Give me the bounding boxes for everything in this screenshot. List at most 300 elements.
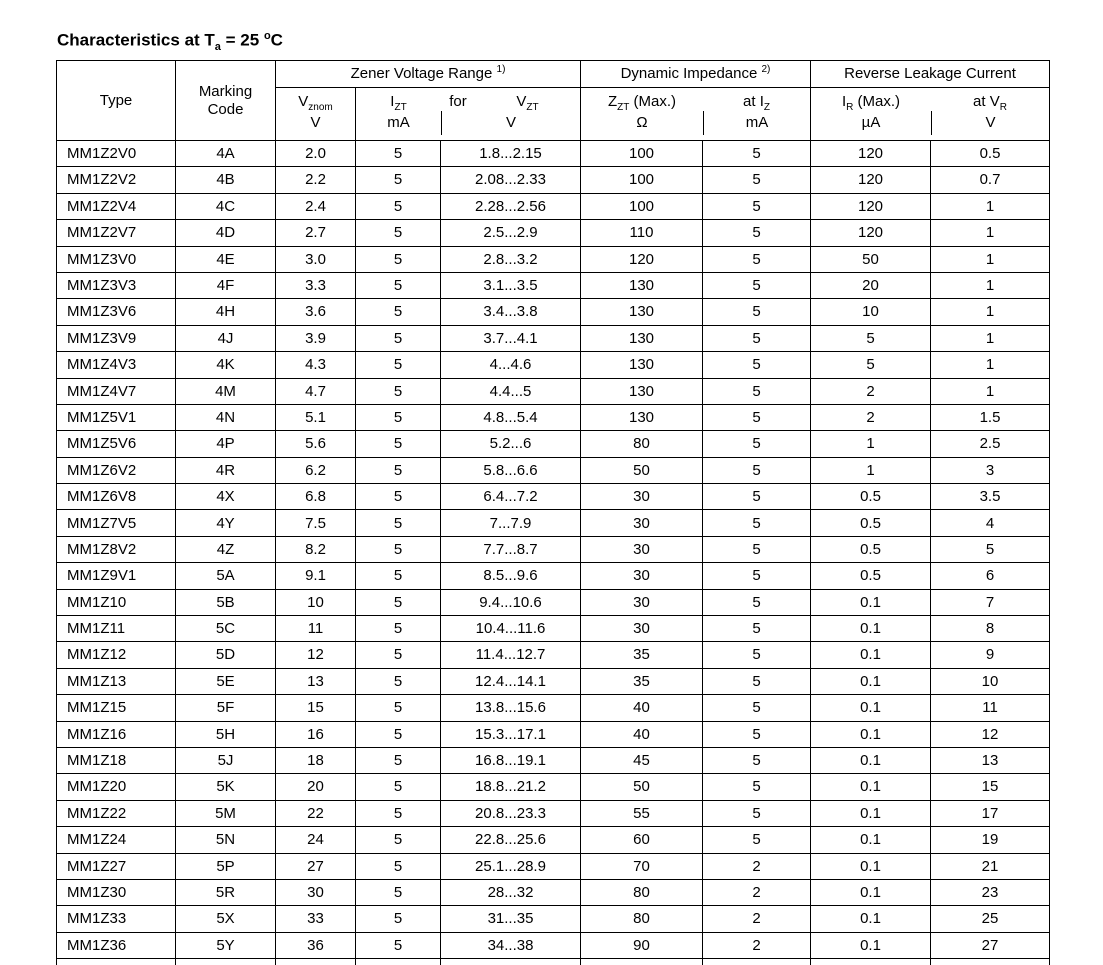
cell-zzt: 70 — [581, 853, 703, 879]
cell-vznom: 15 — [276, 695, 356, 721]
cell-zzt: 100 — [581, 167, 703, 193]
cell-zzt: 30 — [581, 510, 703, 536]
cell-ir: 0.1 — [811, 642, 931, 668]
cell-type: MM1Z5V6 — [57, 431, 176, 457]
unit-vzt: V — [441, 111, 580, 135]
cell-izt: 5 — [356, 642, 441, 668]
cell-at-vr: 17 — [931, 800, 1050, 826]
cell-ir: 0.1 — [811, 721, 931, 747]
cell-at-vr: 1 — [931, 325, 1050, 351]
cell-izt: 5 — [356, 325, 441, 351]
cell-type: MM1Z6V8 — [57, 484, 176, 510]
cell-at-vr: 15 — [931, 774, 1050, 800]
unit-vznom: V — [310, 114, 321, 131]
cell-vzt: 12.4...14.1 — [441, 668, 581, 694]
unit-ir: µA — [861, 114, 881, 131]
cell-vznom: 3.6 — [276, 299, 356, 325]
table-row — [57, 668, 1050, 694]
cell-vzt: 18.8...21.2 — [441, 774, 581, 800]
cell-at-iz: 2 — [703, 879, 811, 905]
cell-vznom: 30 — [276, 879, 356, 905]
cell-at-iz: 5 — [703, 510, 811, 536]
cell-vzt: 13.8...15.6 — [441, 695, 581, 721]
cell-type: MM1Z27 — [57, 853, 176, 879]
cell-zzt: 130 — [581, 272, 703, 298]
table-row — [57, 352, 1050, 378]
cell-at-vr: 27 — [931, 932, 1050, 958]
cell-vznom: 3.9 — [276, 325, 356, 351]
cell-at-iz: 5 — [703, 193, 811, 219]
cell-vzt: 7.7...8.7 — [441, 536, 581, 562]
cell-at-vr: 1 — [931, 272, 1050, 298]
cell-zzt: 130 — [581, 299, 703, 325]
cell-at-vr: 2.5 — [931, 431, 1050, 457]
cell-vzt-clipped — [441, 959, 581, 965]
cell-at-iz: 2 — [703, 906, 811, 932]
cell-izt: 5 — [356, 932, 441, 958]
table-row — [57, 536, 1050, 562]
table-row — [57, 642, 1050, 668]
cell-izt: 5 — [356, 272, 441, 298]
cell-izt: 5 — [356, 827, 441, 853]
table-row — [57, 193, 1050, 219]
cell-type: MM1Z4V7 — [57, 378, 176, 404]
table-row — [57, 141, 1050, 167]
cell-ir: 0.1 — [811, 800, 931, 826]
cell-ir: 5 — [811, 325, 931, 351]
cell-marking-code: 4D — [176, 220, 276, 246]
cell-vznom: 10 — [276, 589, 356, 615]
cell-marking-code: 5D — [176, 642, 276, 668]
table-row — [57, 932, 1050, 958]
cell-at-iz: 5 — [703, 616, 811, 642]
table-row — [57, 378, 1050, 404]
table-row — [57, 220, 1050, 246]
cell-at-vr: 8 — [931, 616, 1050, 642]
cell-vznom: 24 — [276, 827, 356, 853]
cell-type: MM1Z12 — [57, 642, 176, 668]
table-row — [57, 167, 1050, 193]
cell-vznom: 2.0 — [276, 141, 356, 167]
unit-zzt: Ω — [636, 114, 648, 131]
cell-ir: 120 — [811, 167, 931, 193]
cell-at-vr: 13 — [931, 747, 1050, 773]
cell-vzt: 31...35 — [441, 906, 581, 932]
cell-vznom: 22 — [276, 800, 356, 826]
cell-vznom: 12 — [276, 642, 356, 668]
cell-vzt: 8.5...9.6 — [441, 563, 581, 589]
cell-at-vr: 12 — [931, 721, 1050, 747]
cell-at-iz: 5 — [703, 563, 811, 589]
unit-at-iz: mA — [703, 111, 810, 135]
cell-marking-code: 5N — [176, 827, 276, 853]
cell-vzt: 20.8...23.3 — [441, 800, 581, 826]
cell-vznom: 7.5 — [276, 510, 356, 536]
cell-zzt: 110 — [581, 220, 703, 246]
cell-type: MM1Z33 — [57, 906, 176, 932]
cell-at-iz: 5 — [703, 827, 811, 853]
cell-zzt: 130 — [581, 378, 703, 404]
table-row — [57, 563, 1050, 589]
header-type: Type — [57, 61, 176, 141]
cell-at-iz: 5 — [703, 352, 811, 378]
cell-ir: 0.1 — [811, 774, 931, 800]
cell-marking-code: 5B — [176, 589, 276, 615]
cell-at-vr: 1 — [931, 246, 1050, 272]
cell-ir: 0.1 — [811, 879, 931, 905]
cell-type: MM1Z3V3 — [57, 272, 176, 298]
cell-marking-code: 4Z — [176, 536, 276, 562]
cell-at-vr: 1 — [931, 352, 1050, 378]
cell-vznom: 4.3 — [276, 352, 356, 378]
cell-izt: 5 — [356, 220, 441, 246]
cell-izt: 5 — [356, 484, 441, 510]
cell-izt: 5 — [356, 721, 441, 747]
cell-vzt: 2.08...2.33 — [441, 167, 581, 193]
cell-vzt: 2.8...3.2 — [441, 246, 581, 272]
cell-vznom: 9.1 — [276, 563, 356, 589]
cell-ir: 10 — [811, 299, 931, 325]
cell-type: MM1Z3V0 — [57, 246, 176, 272]
cell-at-iz: 5 — [703, 668, 811, 694]
cell-at-vr: 6 — [931, 563, 1050, 589]
table-row — [57, 853, 1050, 879]
cell-marking-code: 4M — [176, 378, 276, 404]
cell-izt: 5 — [356, 378, 441, 404]
cell-vznom: 5.6 — [276, 431, 356, 457]
cell-type: MM1Z6V2 — [57, 457, 176, 483]
cell-vzt: 3.4...3.8 — [441, 299, 581, 325]
cell-izt: 5 — [356, 536, 441, 562]
cell-zzt: 30 — [581, 589, 703, 615]
cell-zzt: 90 — [581, 932, 703, 958]
cell-marking-code: 4E — [176, 246, 276, 272]
header-group-dynamic-impedance: Dynamic Impedance $^{2)}$ — [581, 61, 811, 88]
cell-at-iz: 5 — [703, 167, 811, 193]
cell-izt: 5 — [356, 695, 441, 721]
cell-at-iz: 5 — [703, 378, 811, 404]
footnote-1-marker: 1) — [496, 64, 506, 76]
cell-zzt: 100 — [581, 141, 703, 167]
cell-vzt: 28...32 — [441, 879, 581, 905]
cell-marking-code: 4Y — [176, 510, 276, 536]
cell-type: MM1Z13 — [57, 668, 176, 694]
header-izt-for-vzt: $I_{ZT}$ for $V_{ZT}$ mA V — [356, 88, 581, 141]
cell-izt: 5 — [356, 246, 441, 272]
cell-at-iz: 5 — [703, 721, 811, 747]
header-marking-line2: Code — [207, 100, 244, 118]
cell-type: MM1Z22 — [57, 800, 176, 826]
cell-zzt: 40 — [581, 721, 703, 747]
cell-izt: 5 — [356, 431, 441, 457]
cell-zzt: 40 — [581, 695, 703, 721]
cell-zzt: 130 — [581, 325, 703, 351]
unit-at-vr: V — [931, 111, 1049, 135]
cell-izt: 5 — [356, 853, 441, 879]
cell-marking-code: 5K — [176, 774, 276, 800]
cell-at-iz: 5 — [703, 299, 811, 325]
cell-ir: 2 — [811, 404, 931, 430]
cell-ir: 0.5 — [811, 563, 931, 589]
cell-at-iz: 5 — [703, 457, 811, 483]
cell-marking-code: 4N — [176, 404, 276, 430]
cell-type: MM1Z11 — [57, 616, 176, 642]
cell-at-iz: 2 — [703, 932, 811, 958]
cell-type: MM1Z15 — [57, 695, 176, 721]
table-body — [57, 141, 1050, 965]
cell-marking-code: 4B — [176, 167, 276, 193]
cell-at-iz: 5 — [703, 431, 811, 457]
cell-izt: 5 — [356, 774, 441, 800]
cell-at-vr: 7 — [931, 589, 1050, 615]
cell-marking-code: 5C — [176, 616, 276, 642]
cell-marking-code: 5Y — [176, 932, 276, 958]
cell-izt: 5 — [356, 906, 441, 932]
cell-izt: 5 — [356, 510, 441, 536]
cell-ir: 0.1 — [811, 616, 931, 642]
cell-type-clipped — [57, 959, 176, 965]
cell-type: MM1Z2V0 — [57, 141, 176, 167]
cell-izt: 5 — [356, 457, 441, 483]
cell-vzt: 4.4...5 — [441, 378, 581, 404]
table-row — [57, 246, 1050, 272]
cell-vznom: 4.7 — [276, 378, 356, 404]
cell-zzt: 30 — [581, 616, 703, 642]
cell-ir: 0.1 — [811, 827, 931, 853]
cell-marking-code: 5A — [176, 563, 276, 589]
cell-vzt: 25.1...28.9 — [441, 853, 581, 879]
cell-at-iz: 5 — [703, 484, 811, 510]
cell-type: MM1Z2V2 — [57, 167, 176, 193]
table-row — [57, 404, 1050, 430]
cell-vznom: 6.8 — [276, 484, 356, 510]
cell-at-vr: 3.5 — [931, 484, 1050, 510]
cell-at-vr: 9 — [931, 642, 1050, 668]
cell-at-iz-clipped — [703, 959, 811, 965]
cell-ir: 0.1 — [811, 747, 931, 773]
cell-vznom: 33 — [276, 906, 356, 932]
cell-type: MM1Z3V9 — [57, 325, 176, 351]
cell-zzt: 130 — [581, 404, 703, 430]
table-row-partial — [57, 959, 1050, 965]
cell-at-vr: 11 — [931, 695, 1050, 721]
header-marking-code — [176, 61, 276, 141]
cell-izt: 5 — [356, 193, 441, 219]
cell-marking-code: 4C — [176, 193, 276, 219]
cell-vzt: 1.8...2.15 — [441, 141, 581, 167]
cell-izt: 5 — [356, 352, 441, 378]
cell-izt: 5 — [356, 589, 441, 615]
cell-zzt: 130 — [581, 352, 703, 378]
cell-izt: 5 — [356, 299, 441, 325]
cell-vzt: 5.8...6.6 — [441, 457, 581, 483]
cell-ir: 2 — [811, 378, 931, 404]
cell-zzt: 60 — [581, 827, 703, 853]
cell-at-iz: 5 — [703, 141, 811, 167]
cell-at-iz: 5 — [703, 536, 811, 562]
cell-at-vr: 1.5 — [931, 404, 1050, 430]
cell-at-iz: 5 — [703, 246, 811, 272]
cell-marking-code: 5M — [176, 800, 276, 826]
cell-at-iz: 5 — [703, 695, 811, 721]
cell-at-vr: 0.5 — [931, 141, 1050, 167]
cell-vzt: 4.8...5.4 — [441, 404, 581, 430]
header-vznom: $V_{znom}$ V — [276, 88, 356, 141]
cell-izt: 5 — [356, 167, 441, 193]
cell-vzt: 5.2...6 — [441, 431, 581, 457]
cell-marking-code: 5R — [176, 879, 276, 905]
cell-marking-code: 4H — [176, 299, 276, 325]
cell-zzt: 50 — [581, 774, 703, 800]
cell-vzt: 3.7...4.1 — [441, 325, 581, 351]
cell-at-iz: 5 — [703, 589, 811, 615]
cell-type: MM1Z20 — [57, 774, 176, 800]
cell-vzt: 11.4...12.7 — [441, 642, 581, 668]
footnote-2-marker: 2) — [761, 64, 771, 76]
cell-ir-clipped — [811, 959, 931, 965]
cell-vznom-clipped — [276, 959, 356, 965]
cell-ir: 20 — [811, 272, 931, 298]
cell-izt: 5 — [356, 747, 441, 773]
cell-at-iz: 5 — [703, 325, 811, 351]
cell-zzt: 80 — [581, 879, 703, 905]
cell-type: MM1Z3V6 — [57, 299, 176, 325]
cell-type: MM1Z5V1 — [57, 404, 176, 430]
table-row — [57, 457, 1050, 483]
cell-type: MM1Z2V7 — [57, 220, 176, 246]
characteristics-table — [56, 60, 1050, 965]
table-row — [57, 484, 1050, 510]
cell-zzt: 30 — [581, 536, 703, 562]
cell-at-vr: 25 — [931, 906, 1050, 932]
cell-ir: 50 — [811, 246, 931, 272]
cell-vzt: 22.8...25.6 — [441, 827, 581, 853]
cell-at-vr: 3 — [931, 457, 1050, 483]
cell-zzt: 30 — [581, 484, 703, 510]
cell-vzt: 9.4...10.6 — [441, 589, 581, 615]
cell-ir: 0.1 — [811, 932, 931, 958]
cell-at-vr: 23 — [931, 879, 1050, 905]
cell-at-iz: 5 — [703, 404, 811, 430]
cell-vznom: 3.0 — [276, 246, 356, 272]
cell-izt: 5 — [356, 668, 441, 694]
cell-type: MM1Z2V4 — [57, 193, 176, 219]
cell-zzt: 45 — [581, 747, 703, 773]
table-row — [57, 272, 1050, 298]
cell-zzt: 30 — [581, 563, 703, 589]
cell-zzt: 80 — [581, 906, 703, 932]
cell-at-vr: 1 — [931, 299, 1050, 325]
cell-type: MM1Z24 — [57, 827, 176, 853]
cell-at-iz: 5 — [703, 272, 811, 298]
header-ir-at-vr: $I_R$ (Max.) at $V_R$ µA V — [811, 88, 1050, 141]
table-row — [57, 879, 1050, 905]
cell-marking-code: 5J — [176, 747, 276, 773]
cell-vznom: 11 — [276, 616, 356, 642]
cell-type: MM1Z7V5 — [57, 510, 176, 536]
cell-vzt: 10.4...11.6 — [441, 616, 581, 642]
cell-zzt: 80 — [581, 431, 703, 457]
cell-vzt: 2.28...2.56 — [441, 193, 581, 219]
cell-at-vr: 10 — [931, 668, 1050, 694]
cell-vznom: 36 — [276, 932, 356, 958]
table-row — [57, 510, 1050, 536]
cell-vzt: 6.4...7.2 — [441, 484, 581, 510]
cell-izt-clipped — [356, 959, 441, 965]
cell-at-vr: 19 — [931, 827, 1050, 853]
cell-ir: 120 — [811, 193, 931, 219]
cell-marking-code: 4R — [176, 457, 276, 483]
cell-marking-code: 5P — [176, 853, 276, 879]
cell-ir: 0.1 — [811, 668, 931, 694]
cell-at-vr: 1 — [931, 220, 1050, 246]
table-row — [57, 325, 1050, 351]
cell-ir: 120 — [811, 220, 931, 246]
cell-at-iz: 5 — [703, 220, 811, 246]
cell-zzt: 35 — [581, 642, 703, 668]
cell-at-vr: 1 — [931, 378, 1050, 404]
cell-marking-code: 4P — [176, 431, 276, 457]
cell-type: MM1Z9V1 — [57, 563, 176, 589]
cell-marking-code: 4A — [176, 141, 276, 167]
cell-vznom: 13 — [276, 668, 356, 694]
cell-vzt: 34...38 — [441, 932, 581, 958]
cell-at-iz: 5 — [703, 747, 811, 773]
cell-vznom: 8.2 — [276, 536, 356, 562]
cell-marking-code: 4K — [176, 352, 276, 378]
cell-ir: 1 — [811, 431, 931, 457]
cell-izt: 5 — [356, 800, 441, 826]
cell-izt: 5 — [356, 141, 441, 167]
cell-ir: 5 — [811, 352, 931, 378]
cell-ir: 0.5 — [811, 510, 931, 536]
header-group-reverse-leakage-current: Reverse Leakage Current — [811, 61, 1050, 88]
cell-at-vr: 4 — [931, 510, 1050, 536]
cell-at-vr-clipped — [931, 959, 1050, 965]
cell-izt: 5 — [356, 879, 441, 905]
cell-vznom: 20 — [276, 774, 356, 800]
table-row — [57, 906, 1050, 932]
table-row — [57, 774, 1050, 800]
cell-at-vr: 5 — [931, 536, 1050, 562]
table-row — [57, 431, 1050, 457]
table-row — [57, 747, 1050, 773]
unit-izt: mA — [387, 114, 410, 131]
cell-type: MM1Z30 — [57, 879, 176, 905]
cell-vznom: 27 — [276, 853, 356, 879]
cell-type: MM1Z8V2 — [57, 536, 176, 562]
cell-type: MM1Z36 — [57, 932, 176, 958]
table-row — [57, 721, 1050, 747]
table-row — [57, 827, 1050, 853]
cell-at-iz: 5 — [703, 800, 811, 826]
cell-type: MM1Z18 — [57, 747, 176, 773]
cell-ir: 0.1 — [811, 906, 931, 932]
table-row — [57, 299, 1050, 325]
cell-at-vr: 0.7 — [931, 167, 1050, 193]
cell-at-iz: 5 — [703, 642, 811, 668]
cell-marking-code: 5X — [176, 906, 276, 932]
cell-at-vr: 1 — [931, 193, 1050, 219]
cell-izt: 5 — [356, 563, 441, 589]
cell-type: MM1Z4V3 — [57, 352, 176, 378]
cell-vznom: 5.1 — [276, 404, 356, 430]
cell-vznom: 2.4 — [276, 193, 356, 219]
cell-vzt: 3.1...3.5 — [441, 272, 581, 298]
cell-marking-code: 5F — [176, 695, 276, 721]
cell-marking-code: 4J — [176, 325, 276, 351]
cell-vznom: 6.2 — [276, 457, 356, 483]
